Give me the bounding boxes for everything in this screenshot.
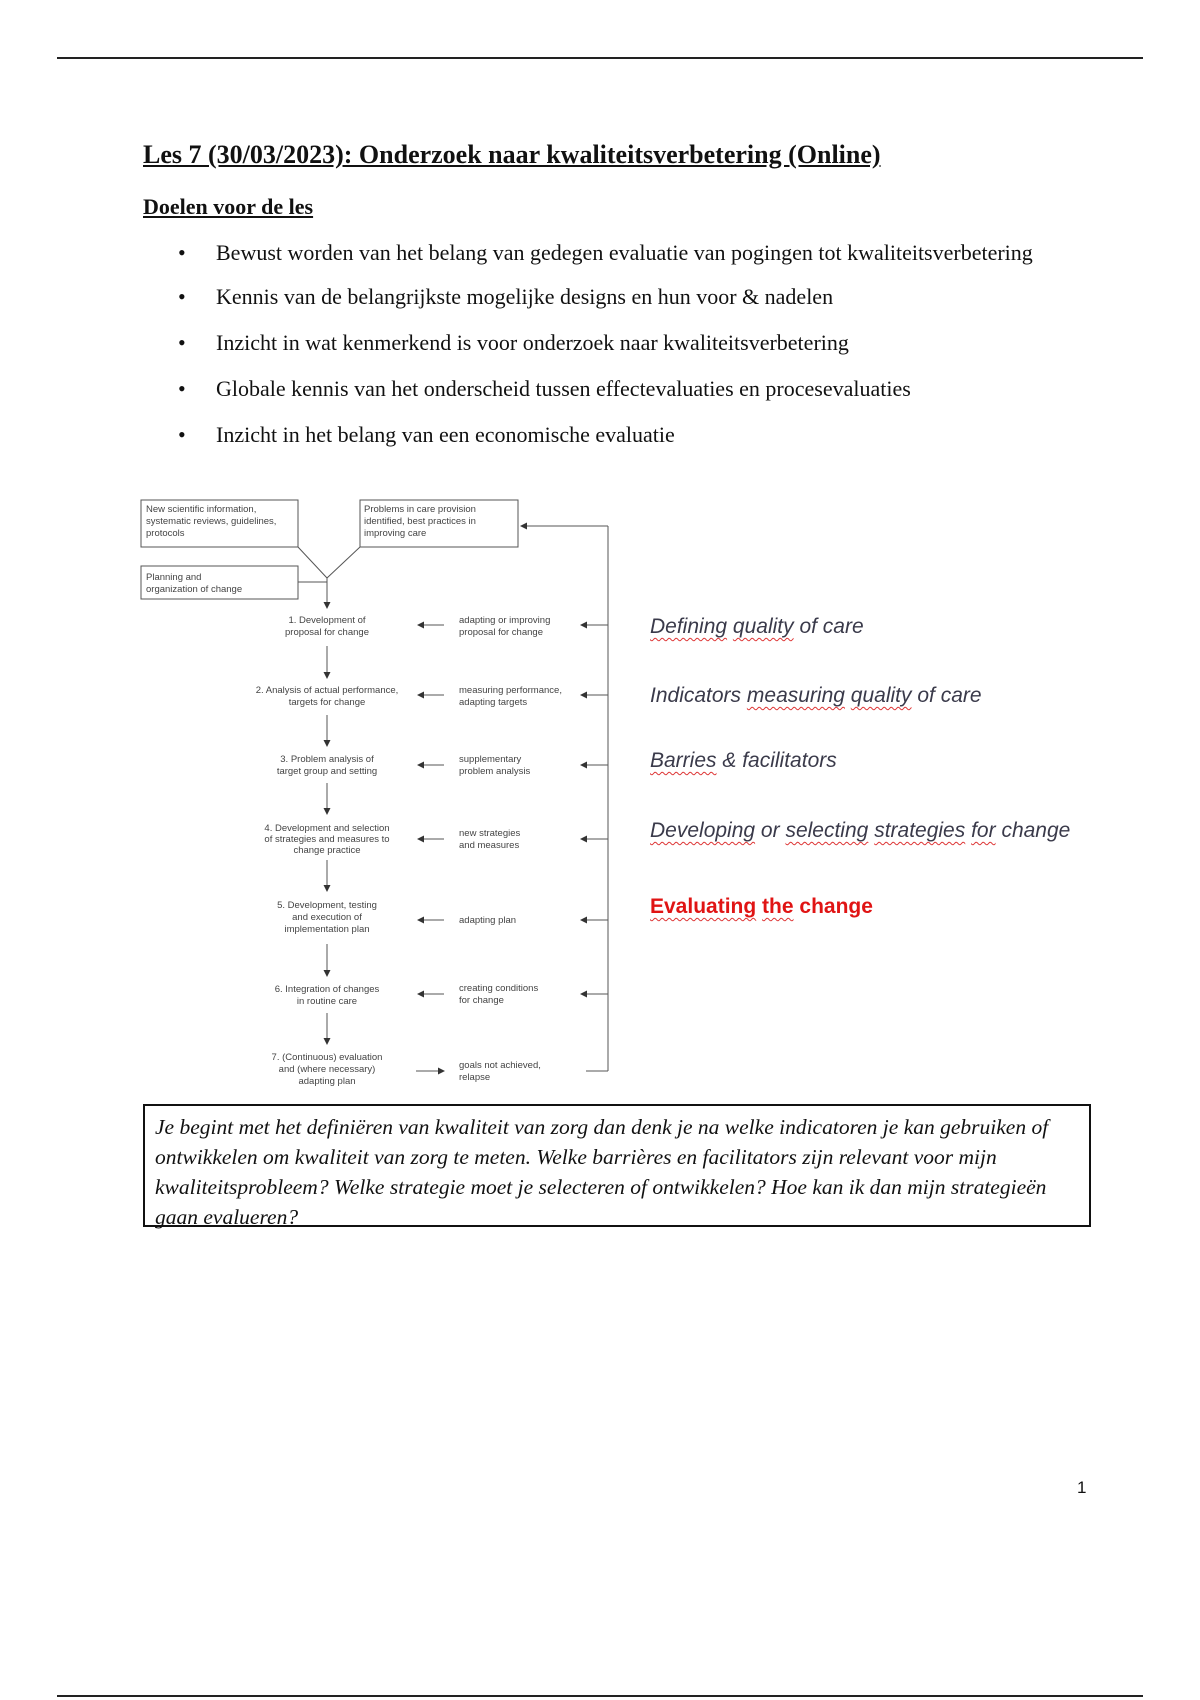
implementation-model-diagram (138, 498, 618, 1090)
list-item (176, 327, 1036, 358)
step-text: proposal for change (285, 627, 369, 638)
top-rule (57, 57, 1143, 59)
step-text: in routine care (296, 996, 358, 1007)
step-text: 6. Integration of changes (274, 984, 380, 995)
step-text: 1. Development of (288, 615, 366, 626)
input-text: systematic reviews, guidelines, (146, 516, 277, 527)
goal-text: Inzicht in het belang van een economische evaluatie (216, 422, 675, 447)
step-text: change practice (293, 845, 361, 856)
bullet-icon: • (178, 284, 186, 309)
feedback-text: proposal for change (459, 627, 543, 638)
feedback-text: and measures (459, 840, 520, 851)
feedback-text: problem analysis (459, 766, 531, 777)
page-number: 1 (1077, 1478, 1087, 1497)
step-text: of strategies and measures to (264, 834, 390, 845)
step-text: and (where necessary) (278, 1064, 376, 1075)
input-text: Planning and (146, 572, 202, 583)
input-text: organization of change (146, 584, 243, 595)
bullet-icon: • (178, 422, 186, 447)
goal-text: Kennis van de belangrijkste mogelijke designs en hun voor & nadelen (216, 284, 834, 309)
step-text: 2. Analysis of actual performance, (255, 685, 399, 696)
page-title: Les 7 (30/03/2023): Onderzoek naar kwaliteitsverbetering (Online) (143, 140, 881, 169)
step-text: and execution of (292, 912, 362, 923)
feedback-text: adapting or improving (459, 615, 551, 626)
feedback-text: adapting plan (459, 915, 517, 926)
input-text: identified, best practices in (364, 516, 476, 527)
step-text: targets for change (288, 697, 366, 708)
connector-line (327, 547, 360, 578)
step-text: implementation plan (284, 924, 370, 935)
feedback-text: for change (459, 995, 504, 1006)
list-item (176, 373, 1036, 404)
feedback-text: creating conditions (459, 983, 539, 994)
list-item (176, 281, 1036, 312)
list-item (176, 237, 1036, 268)
feedback-text: measuring performance, (459, 685, 562, 696)
goal-text: Globale kennis van het onderscheid tussen effectevaluaties en procesevaluaties (216, 376, 911, 401)
connector-line (298, 547, 327, 578)
feedback-text: relapse (459, 1072, 491, 1083)
step-text: 4. Development and selection (264, 823, 390, 834)
step-text: 5. Development, testing (277, 900, 377, 911)
goals-list (176, 237, 1036, 450)
feedback-text: goals not achieved, (459, 1060, 541, 1071)
bullet-icon: • (178, 376, 186, 401)
bullet-icon: • (178, 240, 186, 265)
bullet-icon: • (178, 330, 186, 355)
annotation-barriers: Barries & facilitators (650, 749, 837, 772)
feedback-text: adapting targets (459, 697, 528, 708)
goal-text: Bewust worden van het belang van gedegen evaluatie van pogingen tot kwaliteitsverbetering (216, 240, 1033, 265)
annotation-defining-quality: Defining quality of care (650, 615, 864, 638)
step-text: adapting plan (298, 1076, 356, 1087)
feedback-text: new strategies (459, 828, 521, 839)
list-item (176, 419, 1036, 450)
annotation-evaluating-change: Evaluating the change (650, 895, 873, 918)
feedback-text: supplementary (459, 754, 522, 765)
input-text: improving care (364, 528, 427, 539)
input-text: New scientific information, (146, 504, 257, 515)
step-text: target group and setting (276, 766, 378, 777)
input-text: Problems in care provision (364, 504, 476, 515)
bottom-rule (57, 1695, 1143, 1697)
step-text: 3. Problem analysis of (280, 754, 374, 765)
goal-text: Inzicht in wat kenmerkend is voor onderzoek naar kwaliteitsverbetering (216, 330, 849, 355)
goals-heading: Doelen voor de les (143, 194, 314, 219)
input-text: protocols (146, 528, 185, 539)
step-text: 7. (Continuous) evaluation (271, 1052, 383, 1063)
summary-box (143, 1104, 1091, 1227)
annotation-indicators: Indicators measuring quality of care (650, 684, 982, 707)
annotation-strategies: Developing or selecting strategies for change (650, 819, 1071, 842)
summary-text: Je begint met het definiëren van kwaliteit van zorg dan denk je na welke indicatoren je kan gebruiken of ontwikkelen om kwaliteit van zorg te meten. Welke barrières en facilitators zijn relevant voor mijn kwaliteitsprobleem? Welke strategie moet je selecteren of ontwikkelen? Hoe kan ik dan mijn strategieën gaan evalueren? (155, 1115, 1049, 1229)
